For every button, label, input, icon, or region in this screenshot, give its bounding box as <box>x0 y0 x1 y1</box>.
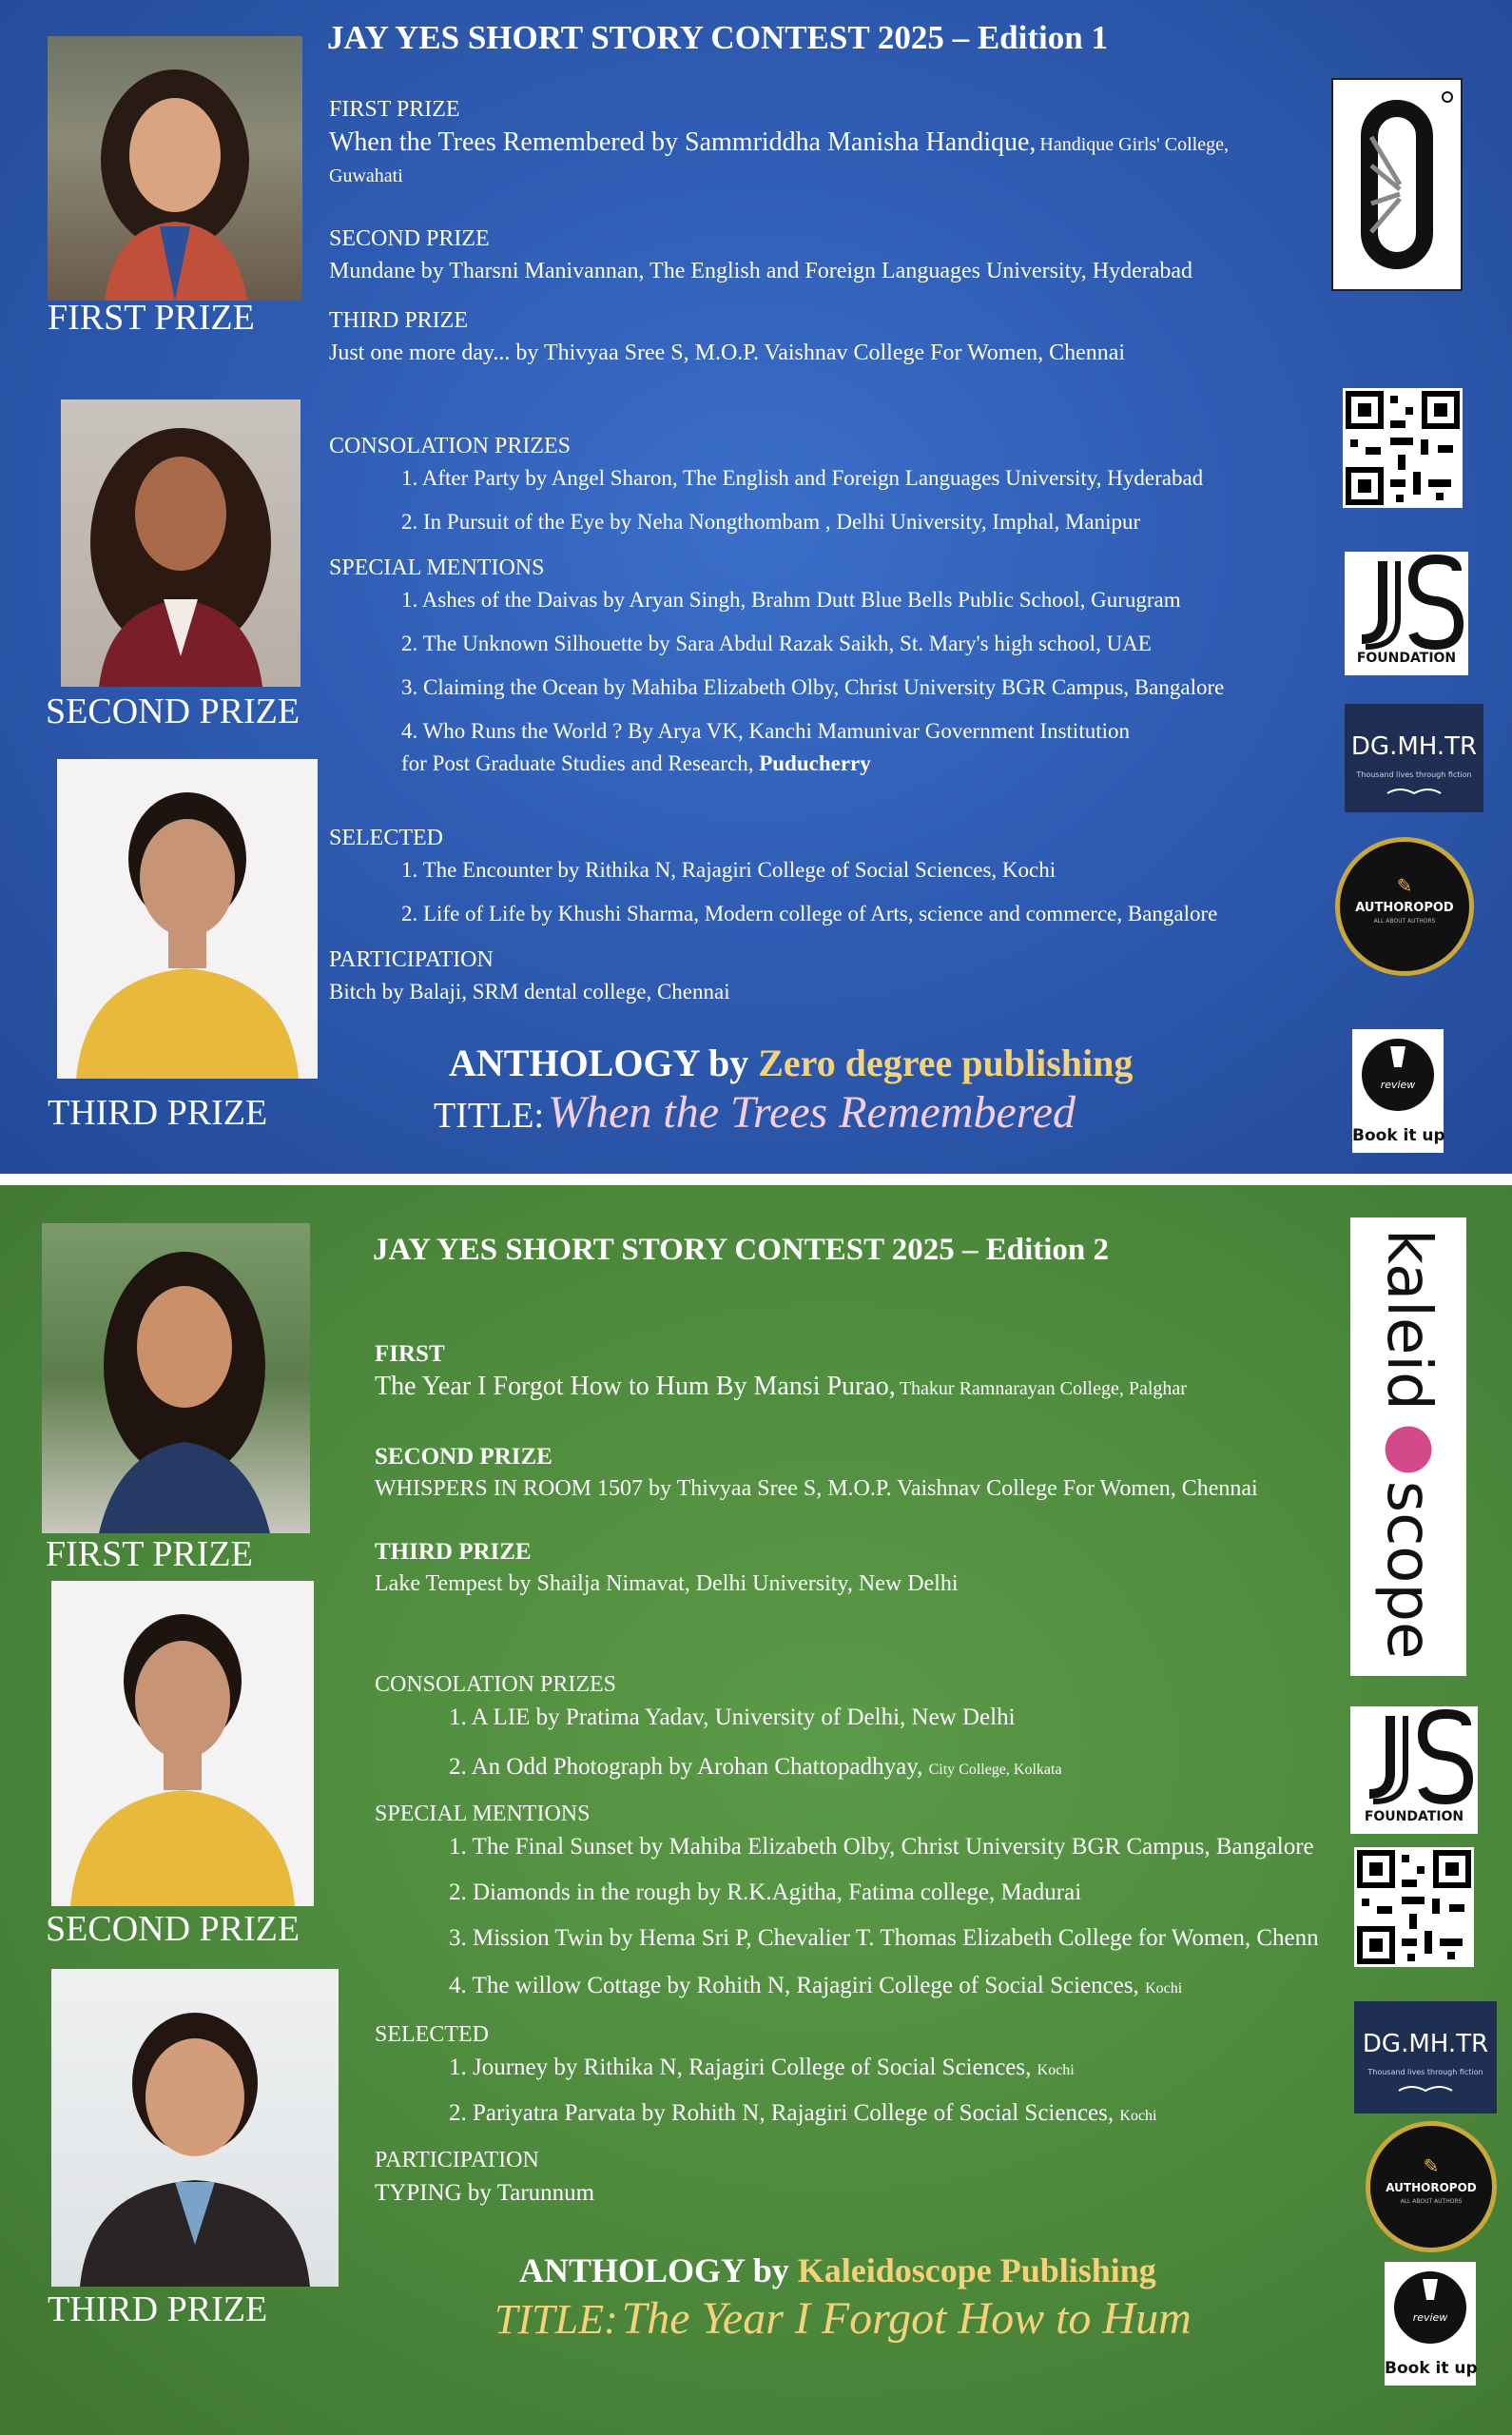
participation-heading: PARTICIPATION <box>375 2148 539 2172</box>
qr-code-graphic <box>1354 1847 1474 1967</box>
dg-mh-tr-logo <box>1345 704 1483 812</box>
consolation-item: 1. After Party by Angel Sharon, The English and Foreign Languages University, Hyderabad <box>401 466 1204 490</box>
edition-2-panel <box>0 1185 1512 2435</box>
second-prize-photo <box>51 1581 314 1906</box>
authoropod-feather-icon: ✎ <box>1423 2156 1440 2177</box>
js-foundation-logo <box>1350 1706 1478 1834</box>
third-prize-photo-label: THIRD PRIZE <box>48 1093 268 1133</box>
second-prize-heading: SECOND PRIZE <box>375 1444 552 1470</box>
second-prize-entry: Mundane by Tharsni Manivannan, The English and Foreign Languages University, Hyderabad <box>329 259 1193 283</box>
second-prize-photo-label: SECOND PRIZE <box>46 692 300 731</box>
dg-mh-tr-subtext: Thousand lives through fiction <box>1367 2068 1483 2076</box>
third-prize-heading: THIRD PRIZE <box>329 308 468 333</box>
special-mention-item: 2. The Unknown Silhouette by Sara Abdul Razak Saikh, St. Mary's high school, UAE <box>401 632 1152 655</box>
special-mentions-heading: SPECIAL MENTIONS <box>329 555 545 580</box>
anthology-line: ANTHOLOGY by Kaleidoscope Publishing <box>519 2251 1156 2289</box>
second-prize-photo-label: SECOND PRIZE <box>46 1909 300 1949</box>
selected-item: 2. Pariyatra Parvata by Rohith N, Rajagiri College of Social Sciences, Kochi <box>449 2100 1157 2126</box>
js-foundation-text: FOUNDATION <box>1356 651 1457 666</box>
special-mention-item: 3. Claiming the Ocean by Mahiba Elizabeth Olby, Christ University BGR Campus, Bangalore <box>401 675 1225 699</box>
third-prize-heading: THIRD PRIZE <box>375 1539 532 1565</box>
special-mention-item: 2. Diamonds in the rough by R.K.Agitha, Fatima college, Madurai <box>449 1880 1082 1905</box>
authoropod-text: AUTHOROPOD <box>1355 901 1454 915</box>
first-prize-photo-label: FIRST PRIZE <box>46 1534 253 1574</box>
selected-item: 1. The Encounter by Rithika N, Rajagiri College of Social Sciences, Kochi <box>401 858 1056 882</box>
authoropod-text: AUTHOROPOD <box>1386 2181 1477 2194</box>
edition-1-title: JAY YES SHORT STORY CONTEST 2025 – Edition 1 <box>327 19 1108 56</box>
book-icon <box>1386 784 1443 797</box>
special-mention-item: 4. Who Runs the World ? By Arya VK, Kanchi Mamunivar Government Institution <box>401 719 1130 743</box>
anthology-title-line: TITLE: When the Trees Remembered <box>434 1087 1076 1138</box>
review-pen-icon <box>1385 2262 1476 2355</box>
third-prize-photo <box>51 1969 339 2287</box>
portrait-illustration <box>42 1223 310 1533</box>
review-text: review <box>1412 2311 1448 2324</box>
js-monogram-icon <box>1350 1706 1478 1809</box>
selected-heading: SELECTED <box>375 2022 489 2047</box>
special-mention-item: 3. Mission Twin by Hema Sri P, Chevalier T. Thomas Elizabeth College for Women, Chenn <box>449 1925 1319 1951</box>
book-icon <box>1397 2081 1454 2094</box>
special-mention-item-cont: for Post Graduate Studies and Research, Puducherry <box>401 751 871 775</box>
review-text: review <box>1380 1079 1416 1091</box>
second-prize-heading: SECOND PRIZE <box>329 226 490 251</box>
third-prize-photo-label: THIRD PRIZE <box>48 2289 268 2329</box>
dg-mh-tr-text: DG.MH.TR <box>1362 2030 1489 2058</box>
participation-entry: TYPING by Tarunnum <box>375 2180 595 2206</box>
selected-heading: SELECTED <box>329 826 443 850</box>
edition-1-panel <box>0 0 1512 1174</box>
first-prize-entry: The Year I Forgot How to Hum By Mansi Purao, Thakur Ramnarayan College, Palghar <box>375 1372 1187 1401</box>
zero-degree-logo <box>1331 78 1463 291</box>
authoropod-logo <box>1335 837 1474 976</box>
portrait-illustration <box>51 1581 314 1906</box>
js-foundation-logo <box>1345 552 1468 675</box>
first-prize-heading: FIRST <box>375 1341 445 1367</box>
first-prize-city: Guwahati <box>329 166 403 186</box>
participation-entry: Bitch by Balaji, SRM dental college, Chennai <box>329 980 730 1003</box>
js-monogram-icon <box>1345 552 1468 653</box>
book-it-up-logo <box>1352 1029 1444 1153</box>
first-prize-photo <box>42 1223 310 1533</box>
authoropod-subtext: ALL ABOUT AUTHORS <box>1400 2198 1463 2205</box>
zero-degree-icon <box>1333 80 1461 289</box>
consolation-heading: CONSOLATION PRIZES <box>329 434 572 458</box>
participation-heading: PARTICIPATION <box>329 947 494 972</box>
review-pen-icon <box>1352 1029 1444 1122</box>
authoropod-feather-icon: ✎ <box>1396 876 1413 897</box>
anthology-title-line: TITLE: The Year I Forgot How to Hum <box>494 2293 1192 2344</box>
dg-mh-tr-logo <box>1354 2001 1497 2114</box>
qr-code-icon <box>1354 1847 1474 1967</box>
authoropod-subtext: ALL ABOUT AUTHORS <box>1373 918 1436 925</box>
authoropod-logo <box>1366 2121 1497 2252</box>
consolation-heading: CONSOLATION PRIZES <box>375 1672 617 1697</box>
third-prize-entry: Lake Tempest by Shailja Nimavat, Delhi University, New Delhi <box>375 1571 959 1596</box>
consolation-item: 1. A LIE by Pratima Yadav, University of Delhi, New Delhi <box>449 1704 1016 1730</box>
dg-mh-tr-text: DG.MH.TR <box>1350 732 1478 761</box>
qr-code-icon <box>1343 388 1463 508</box>
second-prize-entry: WHISPERS IN ROOM 1507 by Thivyaa Sree S, M.O.P. Vaishnav College For Women, Chennai <box>375 1476 1258 1501</box>
first-prize-heading: FIRST PRIZE <box>329 97 460 122</box>
consolation-item: 2. In Pursuit of the Eye by Neha Nongthombam , Delhi University, Imphal, Manipur <box>401 510 1141 534</box>
selected-item: 2. Life of Life by Khushi Sharma, Modern college of Arts, science and commerce, Bangalore <box>401 902 1218 925</box>
anthology-line: ANTHOLOGY by Zero degree publishing <box>449 1042 1134 1084</box>
portrait-illustration <box>48 36 302 301</box>
special-mention-item: 1. Ashes of the Daivas by Aryan Singh, Brahm Dutt Blue Bells Public School, Gurugram <box>401 588 1181 612</box>
first-prize-photo-label: FIRST PRIZE <box>48 298 255 338</box>
js-foundation-text: FOUNDATION <box>1364 1809 1464 1824</box>
special-mention-item: 1. The Final Sunset by Mahiba Elizabeth Olby, Christ University BGR Campus, Bangalore <box>449 1834 1314 1860</box>
first-prize-entry: When the Trees Remembered by Sammriddha Manisha Handique, Handique Girls' College, <box>329 127 1229 157</box>
portrait-illustration <box>61 399 300 687</box>
first-prize-photo <box>48 36 302 301</box>
edition-2-title: JAY YES SHORT STORY CONTEST 2025 – Edition 2 <box>373 1233 1110 1267</box>
kaleidoscope-logo <box>1350 1218 1466 1676</box>
portrait-illustration <box>57 759 318 1079</box>
book-it-up-logo <box>1385 2262 1476 2386</box>
second-prize-photo <box>61 399 300 687</box>
special-mention-item: 4. The willow Cottage by Rohith N, Rajagiri College of Social Sciences, Kochi <box>449 1973 1183 1998</box>
qr-code-graphic <box>1343 388 1463 508</box>
portrait-illustration <box>51 1969 339 2287</box>
third-prize-entry: Just one more day... by Thivyaa Sree S, M.O.P. Vaishnav College For Women, Chennai <box>329 341 1126 365</box>
third-prize-photo <box>57 759 318 1079</box>
kaleidoscope-wordmark: kaleid●scope <box>1373 1229 1444 1660</box>
special-mentions-heading: SPECIAL MENTIONS <box>375 1802 591 1826</box>
book-it-up-text: Book it up <box>1352 1126 1445 1145</box>
dg-mh-tr-subtext: Thousand lives through fiction <box>1356 770 1472 779</box>
selected-item: 1. Journey by Rithika N, Rajagiri College of Social Sciences, Kochi <box>449 2055 1075 2080</box>
consolation-item: 2. An Odd Photograph by Arohan Chattopadhyay, City College, Kolkata <box>449 1754 1062 1780</box>
book-it-up-text: Book it up <box>1385 2359 1478 2378</box>
